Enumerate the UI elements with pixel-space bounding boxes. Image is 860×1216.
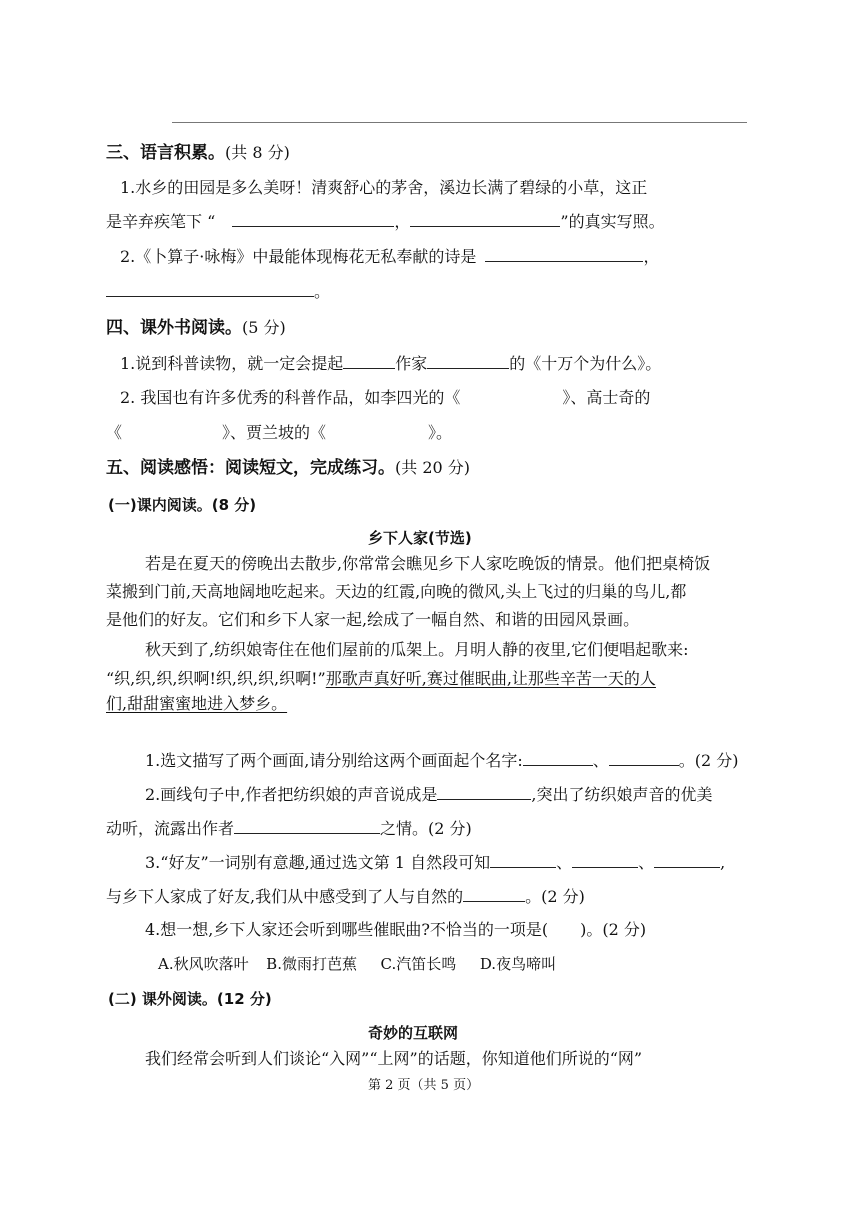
sec4-q1-pre: 1.说到科普读物，就一定会提起 xyxy=(120,354,344,373)
section5-title: 五、阅读感悟：阅读短文，完成练习。 xyxy=(106,458,395,478)
underlined-sentence: 那歌声真好听,赛过催眠曲,让那些辛苦一天的人 xyxy=(325,669,656,688)
sec5-q4-options xyxy=(158,953,556,975)
answer-blank[interactable] xyxy=(572,852,638,868)
answer-blank[interactable] xyxy=(437,784,531,800)
sec5-q3b-post: 。(2 分) xyxy=(525,887,585,906)
answer-blank[interactable] xyxy=(490,852,556,868)
sec5-q1 xyxy=(145,750,739,772)
answer-blank[interactable] xyxy=(106,281,314,297)
option-d[interactable]: D.夜鸟啼叫 xyxy=(479,955,557,973)
sec5-q3-sep: 、 xyxy=(556,853,573,872)
option-c[interactable]: C.汽笛长鸣 xyxy=(380,955,457,973)
passage-line xyxy=(106,668,656,690)
option-b[interactable]: B.微雨打芭蕉 xyxy=(266,955,357,973)
sec4-q1-post: 的《十万个为什么》。 xyxy=(509,354,662,373)
sec5-q2-pre: 2.画线句子中,作者把纺织娘的声音说成是 xyxy=(145,785,438,804)
answer-blank[interactable] xyxy=(410,211,560,227)
passage-line xyxy=(106,693,287,715)
sec5-q1-post: 。(2 分) xyxy=(678,751,739,770)
sec4-q1-mid: 作家 xyxy=(395,354,428,373)
sec5-q4: 4.想一想,乡下人家还会听到哪些催眠曲?不恰当的一项是( )。(2 分) xyxy=(145,920,647,939)
section4-title: 四、课外书阅读。 xyxy=(106,318,242,338)
answer-blank[interactable] xyxy=(654,852,720,868)
section4-score: (5 分) xyxy=(242,318,286,337)
sec5-q2-post: ,突出了纺织娘声音的优美 xyxy=(531,785,713,804)
answer-blank[interactable] xyxy=(609,750,679,766)
sec5-q3-sep: , xyxy=(720,853,726,872)
answer-blank[interactable] xyxy=(343,353,395,369)
sec5-q3b-pre: 与乡下人家成了好友,我们从中感受到了人与自然的 xyxy=(106,887,464,906)
sec4-q2-pre: 2. 我国也有许多优秀的科普作品，如李四光的《 xyxy=(120,388,461,407)
sec3-q2-pre: 2.《卜算子·咏梅》中最能体现梅花无私奉献的诗是 xyxy=(120,247,477,266)
sec3-q1-post: ”的真实写照。 xyxy=(560,212,665,231)
underlined-sentence: 们,甜甜蜜蜜地进入梦乡。 xyxy=(106,694,288,713)
sec4-q2b-mid: 》、贾兰坡的《 xyxy=(222,423,327,442)
passage2-title: 奇妙的互联网 xyxy=(368,1024,459,1042)
section4-heading xyxy=(106,317,286,339)
answer-blank[interactable] xyxy=(523,750,593,766)
sec5-q3-line1 xyxy=(145,852,725,874)
sec3-q2-line2 xyxy=(106,281,330,303)
sec3-q1-mid: ， xyxy=(394,212,411,231)
sec4-q2b-open: 《 xyxy=(106,423,123,442)
passage-line: 若是在夏天的傍晚出去散步,你常常会瞧见乡下人家吃晚饭的情景。他们把桌椅饭 xyxy=(145,554,711,573)
passage-line: 秋天到了,纺织娘寄住在他们屋前的瓜架上。月明人静的夜里,它们便唱起歌来: xyxy=(145,640,689,659)
header-rule xyxy=(172,122,747,123)
page-footer: 第 2 页（共 5 页） xyxy=(368,1078,480,1093)
answer-blank[interactable] xyxy=(427,353,509,369)
passage-quote: “织,织,织,织啊!织,织,织,织啊!” xyxy=(106,669,326,688)
sec5-q3-pre: 3.“好友”一词别有意趣,通过选文第 1 自然段可知 xyxy=(145,853,491,872)
sec3-q1-line1: 1.水乡的田园是多么美呀！清爽舒心的茅舍，溪边长满了碧绿的小草，这正 xyxy=(120,178,648,197)
sec5-q1-mid: 、 xyxy=(592,751,609,770)
section5-heading xyxy=(106,457,470,479)
sec4-q2-line2 xyxy=(106,422,452,444)
answer-blank[interactable] xyxy=(485,246,643,262)
sec3-q1-line2 xyxy=(106,211,665,233)
part1-title: (一)课内阅读。(8 分) xyxy=(108,496,257,514)
section3-score: (共 8 分) xyxy=(225,143,290,162)
section3-heading xyxy=(106,142,290,164)
passage-line: 是他们的好友。它们和乡下人家一起,绘成了一幅自然、和谐的田园风景画。 xyxy=(106,610,640,629)
passage-line: 菜搬到门前,天高地阔地吃起来。天边的红霞,向晚的微风,头上飞过的归巢的鸟儿,都 xyxy=(106,582,687,601)
sec5-q2b-post: 之情。(2 分) xyxy=(380,819,472,838)
sec4-q2b-close: 》。 xyxy=(428,423,453,442)
sec5-q1-pre: 1.选文描写了两个画面,请分别给这两个画面起个名字: xyxy=(145,751,523,770)
sec3-q2-end: 。 xyxy=(314,282,331,301)
sec5-q2-line2 xyxy=(106,818,472,840)
sec4-q2-post: 》、高士奇的 xyxy=(562,388,651,407)
sec5-q3-sep: 、 xyxy=(638,853,655,872)
sec4-q2-line1 xyxy=(120,387,650,409)
section3-title: 三、语言积累。 xyxy=(106,143,225,163)
sec5-q2-line1 xyxy=(145,784,712,806)
passage-title: 乡下人家(节选) xyxy=(368,529,472,547)
sec3-q1-pre: 是辛弃疾笔下 “ xyxy=(106,212,216,231)
sec5-q2b-pre: 动听，流露出作者 xyxy=(106,819,235,838)
section5-score: (共 20 分) xyxy=(395,458,471,477)
option-a[interactable]: A.秋风吹落叶 xyxy=(158,955,249,973)
answer-blank[interactable] xyxy=(232,211,394,227)
sec5-q3-line2 xyxy=(106,886,585,908)
passage2-line: 我们经常会听到人们谈论“入网”“上网”的话题，你知道他们所说的“网” xyxy=(145,1049,643,1068)
sec3-q2-post: ， xyxy=(643,247,660,266)
part2-title: (二) 课外阅读。(12 分) xyxy=(108,990,272,1008)
sec4-q1 xyxy=(120,353,661,375)
answer-blank[interactable] xyxy=(234,818,380,834)
answer-blank[interactable] xyxy=(463,886,525,902)
sec3-q2-line1 xyxy=(120,246,659,268)
